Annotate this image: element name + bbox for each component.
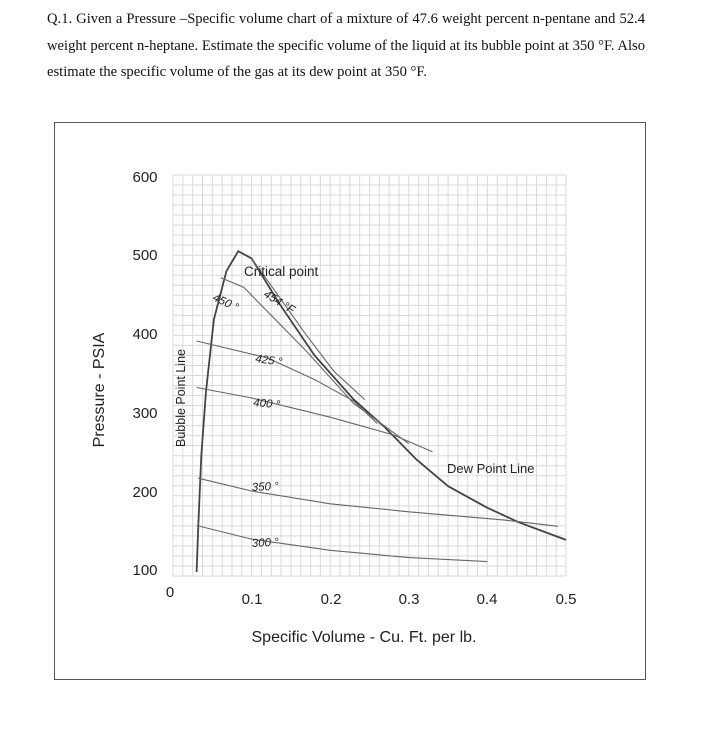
isotherm-label-400: 400 ° xyxy=(252,397,281,412)
isotherm-label-300: 300 ° xyxy=(251,536,280,550)
y-tick-label: 400 xyxy=(132,326,158,343)
y-tick-label: 500 xyxy=(132,247,158,264)
x-axis-title: Specific Volume - Cu. Ft. per lb. xyxy=(251,629,477,646)
x-tick-label: 0.2 xyxy=(320,591,342,608)
y-tick-label: 200 xyxy=(132,484,158,501)
question-text: Q.1. Given a Pressure –Specific volume chart of a mixture of 47.6 weight percent n-pentane and 52.4 weight percent n-heptane. Estimate the specific volume of the liquid at its bubble point at 350 °F. Also estimate the specific volume of the gas at its dew point at 350 °F. xyxy=(47,11,645,80)
origin-label: 0 xyxy=(165,584,175,601)
x-tick-label: 0.3 xyxy=(398,591,420,608)
isotherm-label-454: 454 °F xyxy=(261,288,297,317)
bubble-point-line-label: Bubble Point Line xyxy=(174,349,188,447)
grid xyxy=(173,175,566,576)
isotherm-label-425: 425 ° xyxy=(254,353,283,369)
dew-point-line-label: Dew Point Line xyxy=(447,461,535,476)
isotherm-line xyxy=(221,278,409,444)
critical-point-label: Critical point xyxy=(244,264,319,279)
y-axis-title: Pressure - PSIA xyxy=(91,332,108,448)
x-tick-label: 0.5 xyxy=(555,591,577,608)
isotherm-label-350: 350 ° xyxy=(251,480,280,494)
isotherm-label-450: 450 ° xyxy=(210,291,241,315)
y-tick-label: 100 xyxy=(132,562,158,579)
x-tick-label: 0.4 xyxy=(476,591,498,608)
x-tick-label: 0.1 xyxy=(241,591,263,608)
y-tick-label: 300 xyxy=(132,405,158,422)
isotherm-line xyxy=(252,258,365,399)
y-tick-label: 600 xyxy=(132,169,158,186)
